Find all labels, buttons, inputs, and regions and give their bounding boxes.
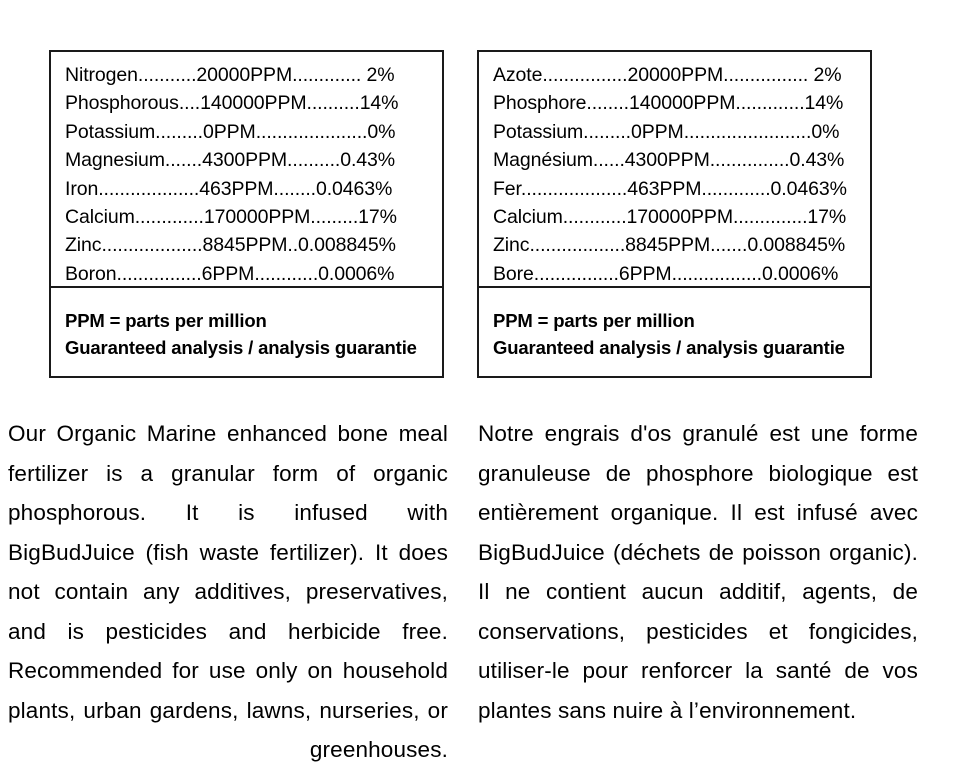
analysis-row: Zinc..................8845PPM.......0.008845% (493, 234, 846, 257)
analysis-row: Bore................6PPM.................0.0006% (493, 262, 839, 285)
analysis-row: Calcium............170000PPM..............17% (493, 206, 847, 229)
product-description-french (478, 414, 918, 730)
guaranteed-analysis-line: Guaranteed analysis / analysis guarantie (493, 337, 845, 358)
guaranteed-analysis-line: Guaranteed analysis / analysis guarantie (65, 337, 417, 358)
analysis-row-list-english (51, 52, 442, 288)
ppm-definition-line: PPM = parts per million (65, 310, 267, 331)
footnote-english (51, 288, 442, 361)
product-description-english (8, 414, 448, 770)
analysis-row: Phosphore........140000PPM.............14% (493, 92, 844, 115)
guaranteed-analysis-panel-english (49, 50, 444, 378)
ppm-definition-line: PPM = parts per million (493, 310, 695, 331)
analysis-row: Zinc...................8845PPM..0.008845% (65, 234, 396, 257)
analysis-row: Boron................6PPM............0.0006% (65, 262, 395, 285)
analysis-row: Azote................20000PPM................ 2% (493, 64, 842, 86)
description-text: Our Organic Marine enhanced bone meal fertilizer is a granular form of organic phosphorous. It is infused with BigBudJuice (fish waste fertilizer). It does not contain any additives, preservatives, and is pesticides and herbicide free. Recommended for use only on household plants, urban gardens, lawns, nurseries, or greenhouses. (8, 421, 448, 762)
analysis-row-list-french (479, 52, 870, 288)
analysis-row: Magnésium......4300PPM...............0.43% (493, 149, 845, 172)
analysis-row: Potassium.........0PPM........................0% (493, 120, 840, 143)
description-text: Notre engrais d'os granulé est une forme granuleuse de phosphore biologique est entièrement organique. Il est infusé avec BigBudJuice (déchets de poisson organic). Il ne contient aucun additif, agents, de conservations, pesticides et fongicides, utiliser-le pour renforcer la santé de vos plantes sans nuire à l’environnement. (478, 421, 918, 723)
analysis-row: Magnesium.......4300PPM..........0.43% (65, 149, 396, 172)
analysis-row: Fer....................463PPM.............0.0463% (493, 177, 847, 200)
analysis-row: Potassium.........0PPM.....................0% (65, 120, 396, 143)
analysis-row: Nitrogen...........20000PPM............. 2% (65, 64, 395, 86)
analysis-row: Calcium.............170000PPM.........17% (65, 206, 397, 229)
analysis-row: Iron...................463PPM........0.0463% (65, 177, 393, 200)
guaranteed-analysis-panel-french (477, 50, 872, 378)
footnote-french (479, 288, 870, 361)
analysis-row: Phosphorous....140000PPM..........14% (65, 92, 399, 115)
